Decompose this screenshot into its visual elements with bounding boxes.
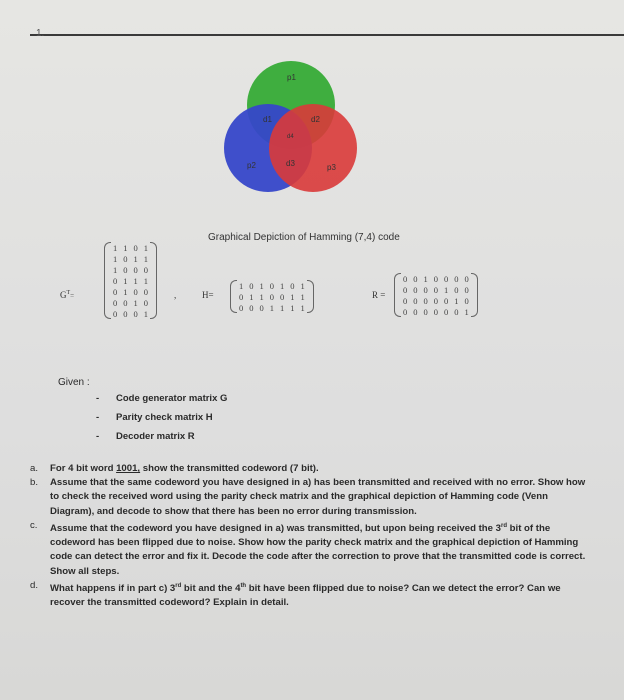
venn-label-d2: d2 <box>311 115 320 124</box>
matrix-cell: 0 <box>123 264 128 275</box>
given-list <box>96 393 227 450</box>
matrix-cell: 0 <box>123 308 128 319</box>
matrix-cell: 0 <box>290 280 295 291</box>
matrix-separator: , <box>174 290 177 300</box>
matrix-cell: 0 <box>444 273 449 284</box>
matrix-cell: 0 <box>123 253 128 264</box>
matrix-cell: 1 <box>133 253 138 264</box>
matrix-cell: 0 <box>403 306 408 317</box>
matrix-cell: 1 <box>454 295 459 306</box>
h-label: H= <box>202 290 214 300</box>
matrix-cell: 0 <box>433 295 438 306</box>
matrix-cell: 0 <box>269 291 274 302</box>
matrix-cell: 0 <box>239 291 244 302</box>
matrix-cell: 1 <box>423 273 428 284</box>
matrix-cell: 0 <box>433 273 438 284</box>
r-matrix <box>400 273 472 317</box>
venn-label-d4: d4 <box>287 134 294 140</box>
venn-label-p2: p2 <box>247 161 256 170</box>
matrix-cell: 1 <box>123 242 128 253</box>
matrix-cell: 0 <box>259 302 264 313</box>
question-list <box>30 462 590 610</box>
matrix-cell: 1 <box>239 280 244 291</box>
matrix-row <box>110 253 151 264</box>
matrix-cell: 0 <box>454 273 459 284</box>
matrix-cell: 1 <box>259 291 264 302</box>
matrix-cell: 0 <box>413 284 418 295</box>
matrix-cell: 0 <box>423 284 428 295</box>
matrix-cell: 0 <box>123 297 128 308</box>
matrix-cell: 0 <box>133 242 138 253</box>
r-label: R = <box>372 290 386 300</box>
matrix-cell: 0 <box>143 297 148 308</box>
matrix-cell: 1 <box>300 280 305 291</box>
matrix-row <box>110 297 151 308</box>
matrix-cell: 1 <box>143 253 148 264</box>
matrix-cell: 0 <box>413 295 418 306</box>
given-item: - Code generator matrix G <box>96 393 228 404</box>
matrix-cell: 1 <box>143 242 148 253</box>
matrix-cell: 0 <box>464 295 469 306</box>
matrix-cell: 0 <box>143 264 148 275</box>
matrix-cell: 1 <box>280 280 285 291</box>
matrix-cell: 0 <box>133 286 138 297</box>
question-c: c. Assume that the codeword you have designed in a) was transmitted, but upon being received the 3rd bit of the codeword has been flipped due to noise. Show how the parity check matrix and the graphical depiction of Hamming code can detect the error and fix it. Decode the code after the correction to prove that the transmitted code is correct. Show all steps. <box>30 519 586 577</box>
matrix-row <box>236 302 308 313</box>
matrix-cell: 0 <box>413 273 418 284</box>
venn-label-d3: d3 <box>286 159 295 168</box>
matrix-cell: 1 <box>290 291 295 302</box>
matrix-cell: 0 <box>464 284 469 295</box>
matrix-row <box>400 273 472 284</box>
given-item: - Parity check matrix H <box>96 412 213 423</box>
matrix-cell: 0 <box>403 295 408 306</box>
matrix-cell: 1 <box>464 306 469 317</box>
question-b: b. Assume that the same codeword you have designed in a) has been transmitted and received with no error. Show how to check the received word using the parity check matrix and the graphical depiction of Hamming code (Venn Diagram), and decode to show that there has been no error during transmission. <box>30 477 586 517</box>
matrix-row <box>110 275 151 286</box>
matrix-cell: 1 <box>113 242 118 253</box>
matrix-row <box>236 280 308 291</box>
matrix-cell: 0 <box>113 286 118 297</box>
matrix-row <box>400 306 472 317</box>
matrix-row <box>400 295 472 306</box>
matrix-cell: 0 <box>239 302 244 313</box>
matrix-cell: 0 <box>133 264 138 275</box>
matrix-cell: 0 <box>113 308 118 319</box>
venn-label-p3: p3 <box>327 163 336 172</box>
given-heading: Given : <box>58 377 90 388</box>
matrix-cell: 1 <box>143 308 148 319</box>
matrix-cell: 0 <box>433 284 438 295</box>
venn-diagram <box>205 50 385 220</box>
venn-label-p1: p1 <box>287 73 296 82</box>
matrix-row <box>110 308 151 319</box>
matrix-cell: 0 <box>113 275 118 286</box>
matrix-cell: 1 <box>123 286 128 297</box>
matrix-cell: 0 <box>444 295 449 306</box>
matrix-cell: 0 <box>444 306 449 317</box>
matrix-cell: 0 <box>403 284 408 295</box>
matrix-cell: 0 <box>269 280 274 291</box>
question-d: d. What happens if in part c) 3rd bit and the 4th bit have been flipped due to noise? Can we detect the error? Can we recover the transmitted codeword? Explain in detail. <box>30 579 561 609</box>
question-a: a. For 4 bit word 1001, show the transmitted codeword (7 bit). <box>30 463 319 474</box>
matrix-cell: 1 <box>300 302 305 313</box>
matrix-row <box>110 264 151 275</box>
matrix-row <box>400 284 472 295</box>
matrix-cell: 0 <box>133 308 138 319</box>
matrix-cell: 0 <box>413 306 418 317</box>
matrix-cell: 0 <box>249 280 254 291</box>
matrix-cell: 1 <box>143 275 148 286</box>
figure-caption: Graphical Depiction of Hamming (7,4) code <box>208 232 400 243</box>
header-rule <box>30 34 624 36</box>
matrix-cell: 1 <box>113 264 118 275</box>
matrix-cell: 0 <box>249 302 254 313</box>
g-transpose-matrix <box>110 242 151 319</box>
venn-label-d1: d1 <box>263 115 272 124</box>
matrix-cell: 0 <box>280 291 285 302</box>
matrix-cell: 1 <box>113 253 118 264</box>
matrix-cell: 0 <box>433 306 438 317</box>
matrix-cell: 1 <box>290 302 295 313</box>
given-item: - Decoder matrix R <box>96 431 195 442</box>
matrix-cell: 0 <box>423 295 428 306</box>
matrix-cell: 1 <box>269 302 274 313</box>
g-transpose-label: $G^T=$ <box>60 290 75 300</box>
matrix-cell: 1 <box>133 297 138 308</box>
matrix-row <box>110 286 151 297</box>
matrix-cell: 0 <box>113 297 118 308</box>
matrix-row <box>110 242 151 253</box>
matrix-cell: 1 <box>444 284 449 295</box>
matrix-cell: 1 <box>133 275 138 286</box>
matrix-cell: 0 <box>143 286 148 297</box>
matrix-cell: 1 <box>300 291 305 302</box>
h-matrix <box>236 280 308 313</box>
matrix-cell: 0 <box>423 306 428 317</box>
question-number: 1. <box>36 28 45 39</box>
matrix-cell: 0 <box>454 284 459 295</box>
matrix-cell: 0 <box>403 273 408 284</box>
matrix-cell: 1 <box>249 291 254 302</box>
matrix-cell: 0 <box>464 273 469 284</box>
matrix-cell: 1 <box>123 275 128 286</box>
matrix-cell: 1 <box>259 280 264 291</box>
matrix-row <box>236 291 308 302</box>
matrix-cell: 1 <box>280 302 285 313</box>
matrix-cell: 0 <box>454 306 459 317</box>
